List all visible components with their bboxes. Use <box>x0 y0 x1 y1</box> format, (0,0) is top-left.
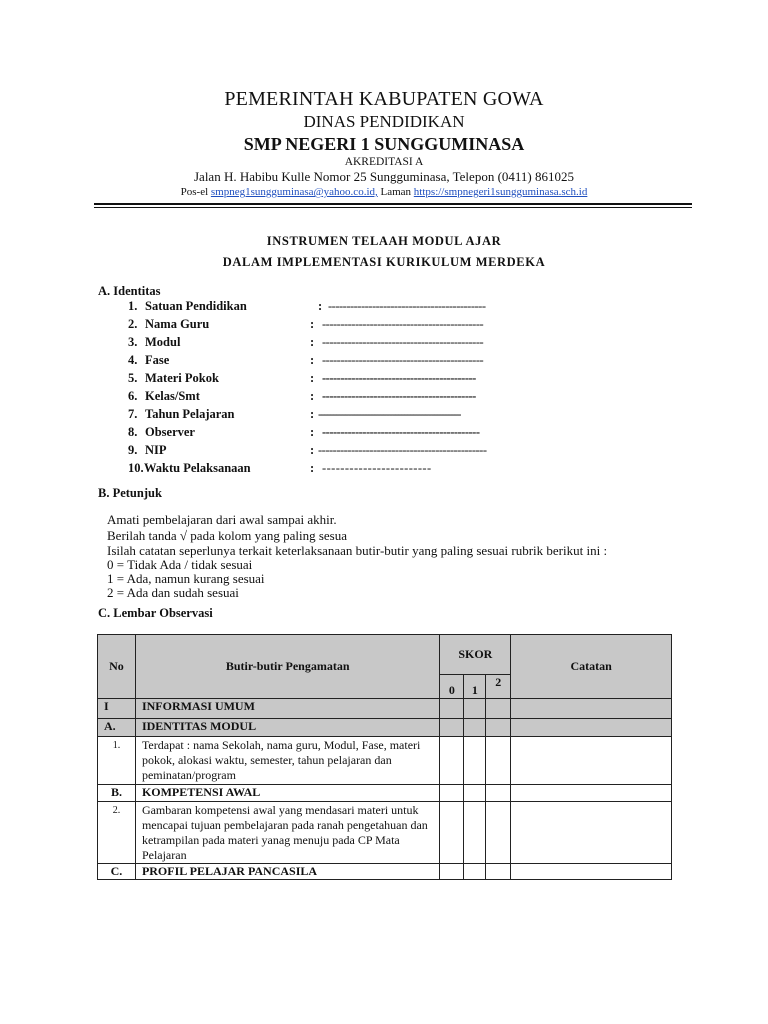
row-text: IDENTITAS MODUL <box>135 719 439 737</box>
score-2-cell[interactable] <box>486 864 511 880</box>
score-0-header: 0 <box>440 675 464 699</box>
identity-sep: : <box>310 335 315 349</box>
identity-row <box>128 389 476 405</box>
identity-num: 2. <box>128 317 138 331</box>
identity-value: ------------------------ <box>322 461 432 475</box>
doc-title-1: INSTRUMEN TELAAH MODUL AJAR <box>266 234 502 248</box>
identity-sep: : <box>310 389 315 403</box>
score-2-cell[interactable] <box>486 802 511 864</box>
score-0-cell[interactable] <box>440 802 464 864</box>
identity-value: ------------------------------------------- <box>322 425 480 439</box>
instruction-line: 0 = Tidak Ada / tidak sesuai <box>107 557 253 572</box>
score-2-header: 2 <box>486 675 511 699</box>
notes-cell[interactable] <box>511 802 672 864</box>
notes-cell[interactable] <box>511 864 672 880</box>
table-row <box>98 737 672 785</box>
score-0-cell[interactable] <box>440 785 464 802</box>
score-2-cell[interactable] <box>486 699 511 719</box>
table-row <box>98 864 672 880</box>
table-row <box>98 802 672 864</box>
identity-value: ------------------------------------------------ <box>318 407 461 421</box>
doc-title-2: DALAM IMPLEMENTASI KURIKULUM MERDEKA <box>222 255 546 269</box>
row-no: 2. <box>98 802 136 864</box>
instruction-line: Isilah catatan seperlunya terkait keterlaksanaan butir-butir yang paling sesuai rubrik berikut ini : <box>107 543 608 558</box>
identity-num: 7. <box>128 407 138 421</box>
identity-row <box>128 353 484 369</box>
identity-row <box>128 425 480 441</box>
identity-sep: : <box>310 371 315 385</box>
email-link[interactable]: smpneg1sungguminasa@yahoo.co.id, <box>210 186 378 198</box>
row-no: C. <box>98 864 136 880</box>
identity-row <box>128 407 461 423</box>
score-1-cell[interactable] <box>464 719 486 737</box>
score-0-cell[interactable] <box>440 737 464 785</box>
instruction-line: Berilah tanda √ pada kolom yang paling sesua <box>107 528 347 543</box>
address: Jalan H. Habibu Kulle Nomor 25 Sungguminasa, Telepon (0411) 861025 <box>193 169 574 184</box>
identity-num: 1. <box>128 299 138 313</box>
score-1-cell[interactable] <box>464 699 486 719</box>
identity-sep: : <box>310 461 315 475</box>
col-catatan-header: Catatan <box>511 635 672 699</box>
identity-row <box>128 299 486 315</box>
identity-label: NIP <box>145 443 167 457</box>
identity-label: Nama Guru <box>145 317 210 331</box>
section-c-heading: C. Lembar Observasi <box>98 606 213 620</box>
identity-sep: : <box>310 317 315 331</box>
identity-value: ------------------------------------------- <box>328 299 486 313</box>
instruction-line: 2 = Ada dan sudah sesuai <box>107 585 239 600</box>
score-2-cell[interactable] <box>486 719 511 737</box>
col-skor-header: SKOR <box>440 635 511 675</box>
row-no: 1. <box>98 737 136 785</box>
score-1-cell[interactable] <box>464 802 486 864</box>
row-no: A. <box>98 719 136 737</box>
score-2-cell[interactable] <box>486 785 511 802</box>
identity-sep: : <box>310 353 315 367</box>
identity-value: -------------------------------------------- <box>322 353 484 367</box>
identity-num: 10. <box>128 461 144 475</box>
observation-table <box>97 634 672 880</box>
identity-sep: : <box>318 299 323 313</box>
identity-value: ------------------------------------------ <box>322 389 476 403</box>
identity-value: ---------------------------------------------- <box>318 443 487 457</box>
score-2-cell[interactable] <box>486 737 511 785</box>
identity-label: Kelas/Smt <box>145 389 200 403</box>
instruction-line: 1 = Ada, namun kurang sesuai <box>107 571 265 586</box>
identity-num: 9. <box>128 443 138 457</box>
identity-row <box>128 461 432 477</box>
identity-value: -------------------------------------------- <box>322 317 484 331</box>
col-no-header: No <box>98 635 136 699</box>
identity-sep: : <box>310 425 315 439</box>
email-prefix: Pos-el <box>180 186 211 198</box>
identity-value: -------------------------------------------- <box>322 335 484 349</box>
accreditation: AKREDITASI A <box>344 156 424 168</box>
section-a-heading: A. Identitas <box>98 284 161 298</box>
row-text: Terdapat : nama Sekolah, nama guru, Modul, Fase, materi pokok, alokasi waktu, semester, tahun pelajaran dan peminatan/program <box>135 737 439 785</box>
identity-row <box>128 371 476 387</box>
score-0-cell[interactable] <box>440 864 464 880</box>
identity-sep: : <box>310 407 315 421</box>
identity-label: Materi Pokok <box>145 371 219 385</box>
score-1-cell[interactable] <box>464 737 486 785</box>
row-no: I <box>98 699 136 719</box>
gov-name: PEMERINTAH KABUPATEN GOWA <box>224 88 544 110</box>
identity-sep: : <box>310 443 315 457</box>
table-row <box>98 719 672 737</box>
identity-num: 8. <box>128 425 138 439</box>
identity-num: 4. <box>128 353 138 367</box>
instruction-line: Amati pembelajaran dari awal sampai akhir. <box>107 512 337 527</box>
identity-row <box>128 317 484 333</box>
header-rule-thick <box>94 203 692 205</box>
row-text: PROFIL PELAJAR PANCASILA <box>135 864 439 880</box>
score-0-cell[interactable] <box>440 719 464 737</box>
header-rule-thin <box>94 207 692 208</box>
identity-label: Satuan Pendidikan <box>145 299 247 313</box>
identity-num: 6. <box>128 389 138 403</box>
table-row <box>98 785 672 802</box>
school-name: SMP NEGERI 1 SUNGGUMINASA <box>243 134 525 154</box>
notes-cell[interactable] <box>511 719 672 737</box>
col-butir-header: Butir-butir Pengamatan <box>135 635 439 699</box>
identity-label: Modul <box>145 335 181 349</box>
agency-name: DINAS PENDIDIKAN <box>303 112 465 131</box>
identity-num: 5. <box>128 371 138 385</box>
notes-cell[interactable] <box>511 737 672 785</box>
score-0-cell[interactable] <box>440 699 464 719</box>
row-text: Gambaran kompetensi awal yang mendasari materi untuk mencapai tujuan pembelajaran pada ranah pengetahuan dan ketrampilan pada materi yanag menuju pada CP Mata Pelajaran <box>135 802 439 864</box>
identity-label: Observer <box>145 425 195 439</box>
table-row <box>98 699 672 719</box>
row-text: KOMPETENSI AWAL <box>135 785 439 802</box>
score-1-header: 1 <box>464 675 486 699</box>
section-b-heading: B. Petunjuk <box>98 486 162 500</box>
contact-line <box>0 186 768 198</box>
row-text: INFORMASI UMUM <box>135 699 439 719</box>
identity-label: Tahun Pelajaran <box>145 407 235 421</box>
identity-label: Fase <box>145 353 170 367</box>
score-1-cell[interactable] <box>464 785 486 802</box>
notes-cell[interactable] <box>511 785 672 802</box>
row-no: B. <box>98 785 136 802</box>
identity-num: 3. <box>128 335 138 349</box>
notes-cell[interactable] <box>511 699 672 719</box>
identity-value: ------------------------------------------ <box>322 371 476 385</box>
website-link[interactable]: https://smpnegeri1sungguminasa.sch.id <box>413 186 588 198</box>
identity-label: Waktu Pelaksanaan <box>144 461 251 475</box>
site-prefix: Laman <box>377 186 414 198</box>
score-1-cell[interactable] <box>464 864 486 880</box>
identity-row <box>128 443 487 459</box>
identity-row <box>128 335 484 351</box>
